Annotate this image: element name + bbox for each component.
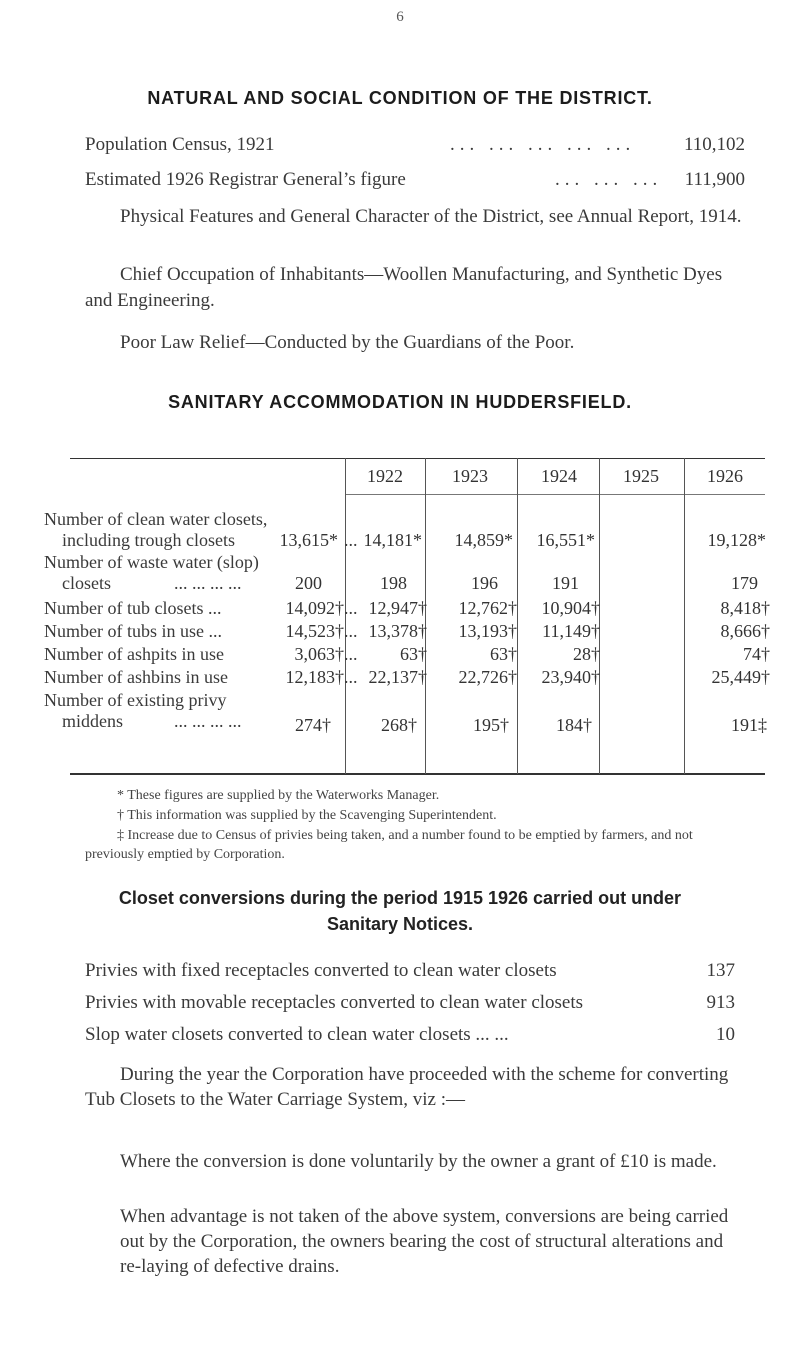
row-label-line2: middens [62, 711, 123, 731]
row-label-line2: closets [62, 573, 111, 593]
conversion-value: 137 [706, 960, 735, 981]
conversion-value: 10 [716, 1024, 735, 1045]
page-number: 6 [396, 9, 404, 25]
where-conversion-paragraph: Where the conversion is done voluntarily by the owner a grant of £10 is made. [120, 1151, 717, 1172]
table-cell: 8,666† [720, 621, 770, 641]
conversions-heading: Closet conversions during the period 1915 1926 carried out under [118, 888, 682, 908]
table-cell: 268† [381, 715, 417, 735]
table-cell: 198 [380, 573, 407, 593]
year-header: 1925 [623, 466, 659, 486]
table-column-divider [517, 458, 518, 774]
table-cell: 3,063† [294, 644, 344, 664]
table-cell: 14,859* [454, 530, 513, 550]
table-cell: 12,183† [285, 667, 344, 687]
row-label-line1: Number of ashbins in use [44, 667, 228, 687]
row-label-line1: Number of waste water (slop) [44, 552, 259, 572]
row-label-dots: ... ... ... ... [174, 711, 242, 731]
row-label-dots: ... [344, 621, 358, 641]
during-year-paragraph: During the year the Corporation have proceeded with the scheme for converting Tub Closets to the Water Carriage System, viz :— [85, 1064, 729, 1110]
table-cell: 200 [295, 573, 322, 593]
table-cell: 12,947† [368, 598, 427, 618]
population-census-value: 110,102 [683, 134, 745, 155]
table-cell: 179 [731, 573, 758, 593]
table-cell: 8,418† [720, 598, 770, 618]
table-cell: 74† [743, 644, 770, 664]
chief-occupation-paragraph: Chief Occupation of Inhabitants—Woollen Manufacturing, and Synthetic Dyes and Engineering. [85, 264, 723, 311]
table-cell: 12,762† [458, 598, 517, 618]
row-label-line1: Number of tub closets ... [44, 598, 222, 618]
table-cell: 11,149† [542, 621, 600, 641]
table-cell: 13,615* [279, 530, 338, 550]
population-census-dots: ... ... ... ... ... [450, 134, 636, 155]
table-cell: 16,551* [536, 530, 595, 550]
sanitary-heading: SANITARY ACCOMMODATION IN HUDDERSFIELD. [168, 392, 632, 412]
table-header-rule [345, 494, 765, 495]
population-estimate-label: Estimated 1926 Registrar General’s figure [85, 169, 406, 190]
row-label-line1: Number of tubs in use ... [44, 621, 222, 641]
row-label-dots: ... [344, 644, 358, 664]
table-cell: 14,523† [285, 621, 344, 641]
table-cell: 63† [400, 644, 427, 664]
conversion-value: 913 [706, 992, 735, 1013]
table-cell: 274† [295, 715, 331, 735]
population-census-label: Population Census, 1921 [85, 134, 275, 155]
table-column-divider [684, 458, 685, 774]
table-cell: 63† [490, 644, 517, 664]
year-header: 1924 [541, 466, 577, 486]
table-top-rule [70, 458, 765, 459]
year-header: 1926 [707, 466, 743, 486]
population-estimate-dots: ... ... ... [555, 169, 663, 190]
table-row-label [44, 552, 259, 594]
section-title: NATURAL AND SOCIAL CONDITION OF THE DISTRICT. [147, 88, 653, 108]
footnote-double-dagger: ‡ Increase due to Census of privies being taken, and a number found to be emptied by farmers, and not previously emptied by Corporation. [85, 828, 693, 862]
table-cell: 25,449† [711, 667, 770, 687]
conversion-label: Privies with movable receptacles converted to clean water closets [85, 992, 584, 1013]
conversions-heading-line2: Sanitary Notices. [326, 914, 474, 934]
table-cell: 22,726† [458, 667, 517, 687]
physical-features-paragraph: Physical Features and General Character of the District, see Annual Report, 1914. [120, 206, 742, 227]
year-header: 1923 [452, 466, 488, 486]
row-label-line1: Number of clean water closets, [44, 509, 268, 529]
row-label-dots: ... [344, 530, 358, 550]
row-label-dots: ... ... ... ... [174, 573, 242, 593]
table-cell: 13,193† [458, 621, 517, 641]
poor-law-paragraph: Poor Law Relief—Conducted by the Guardians of the Poor. [120, 332, 575, 353]
table-cell: 28† [573, 644, 600, 664]
table-cell: 10,904† [541, 598, 600, 618]
conversion-label: Privies with fixed receptacles converted to clean water closets [85, 960, 557, 981]
table-cell: 13,378† [368, 621, 427, 641]
table-cell: 14,181* [363, 530, 422, 550]
table-row-label [44, 690, 242, 732]
conversion-label: Slop water closets converted to clean water closets ... ... [85, 1024, 509, 1045]
table-cell: 14,092† [285, 598, 344, 618]
table-bottom-rule [70, 773, 765, 775]
table-cell: 23,940† [541, 667, 600, 687]
table-cell: 19,128* [707, 530, 766, 550]
row-label-line1: Number of existing privy [44, 690, 227, 710]
table-cell: 22,137† [368, 667, 427, 687]
footnote-asterisk: * These figures are supplied by the Waterworks Manager. [117, 788, 440, 803]
table-cell: 191 [552, 573, 579, 593]
row-label-dots: ... [344, 667, 358, 687]
table-cell: 191‡ [731, 715, 767, 735]
row-label-line1: Number of ashpits in use [44, 644, 224, 664]
when-advantage-paragraph: When advantage is not taken of the above system, conversions are being carried out by the Corporation, the owners bearing the cost of structural alterations and re-laying of defective drains. [120, 1206, 729, 1277]
row-label-dots: ... [344, 598, 358, 618]
row-label-line2: including trough closets [62, 530, 235, 550]
footnote-dagger: † This information was supplied by the Scavenging Superintendent. [117, 808, 497, 823]
table-cell: 195† [473, 715, 509, 735]
table-cell: 196 [471, 573, 498, 593]
population-estimate-value: 111,900 [684, 169, 745, 190]
table-cell: 184† [556, 715, 592, 735]
year-header: 1922 [367, 466, 403, 486]
